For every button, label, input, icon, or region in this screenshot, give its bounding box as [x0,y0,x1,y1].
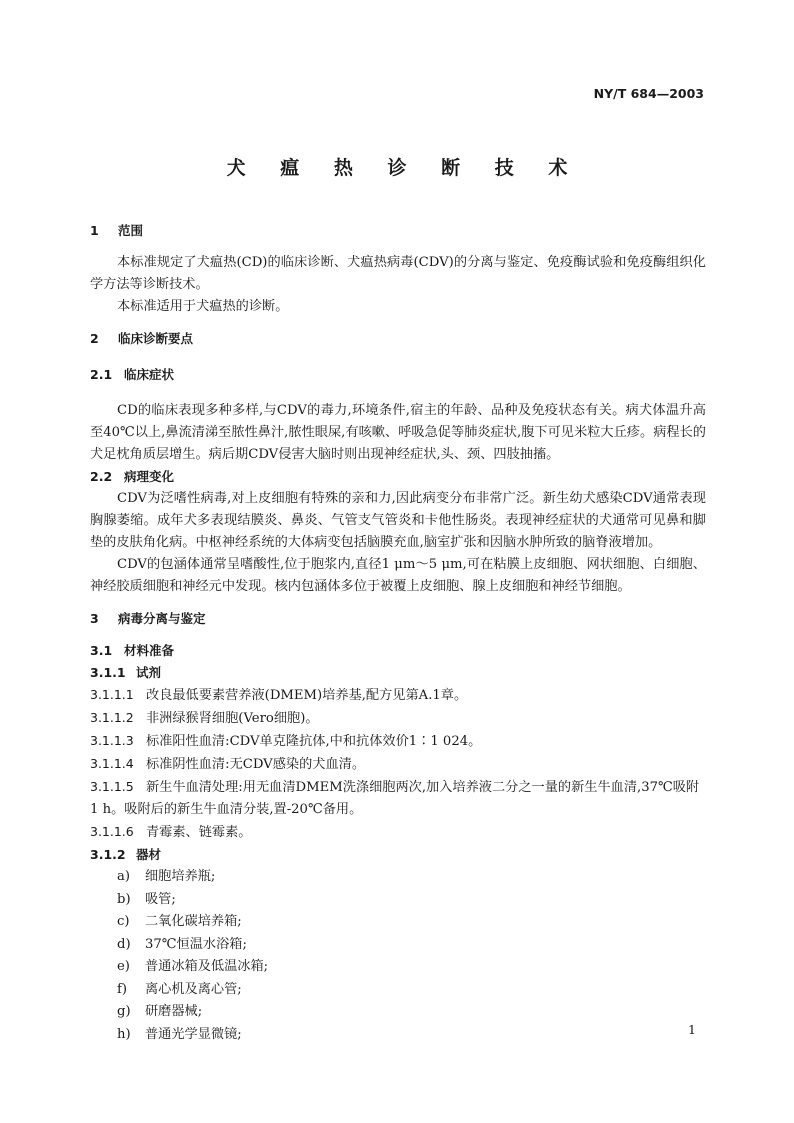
paragraph: 本标准规定了犬瘟热(CD)的临床诊断、犬瘟热病毒(CDV)的分离与鉴定、免疫酶试验和免疫酶组织化学方法等诊断技术。 [90,255,706,292]
list-marker: g) [117,1004,131,1019]
list-marker: b) [117,891,131,907]
section-heading [90,328,706,350]
clause [90,776,706,821]
section-number: 3 [90,611,99,626]
list-item [90,866,706,889]
subsubsection-number: 3.1.2 [90,847,126,862]
subsection-number: 2.1 [90,367,113,382]
standard-number: NY/T 684—2003 [593,86,704,101]
clause-number: 3.1.1.2 [90,710,134,725]
list-item [90,979,706,1002]
clause-text: 非洲绿猴肾细胞(Vero细胞)。 [146,711,319,726]
paragraph: CDV为泛嗜性病毒,对上皮细胞有特殊的亲和力,因此病变分布非常广泛。新生幼犬感染CDV通常表现胸腺萎缩。成年犬多表现结膜炎、鼻炎、气管支气管炎和卡他性肠炎。表现神经症状的犬通常可见鼻和脚垫的皮肤角化病。中枢神经系统的大体病变包括脑膜充血,脑室扩张和因脑水肿所致的脑脊液增加。 [90,491,706,550]
clause-text: 改良最低要素营养液(DMEM)培养基,配方见第A.1章。 [146,688,468,703]
list-item-text: 37℃恒温水浴箱; [145,936,247,952]
subsubsection-heading [90,844,706,866]
clause-number: 3.1.1.3 [90,733,134,748]
subsection-number: 3.1 [90,643,113,658]
list-item-text: 吸管; [145,891,176,907]
subsubsection-heading [90,662,706,684]
clause-number: 3.1.1.1 [90,687,134,702]
paragraph: CD的临床表现多种多样,与CDV的毒力,环境条件,宿主的年龄、品种及免疫状态有关。病犬体温升高至40℃以上,鼻流清涕至脓性鼻汁,脓性眼屎,有咳嗽、呼吸急促等肺炎症状,腹下可见米粒大丘疹。病程长的犬足枕角质层增生。病后期CDV侵害大脑时则出现神经症状,头、颈、四肢抽搐。 [90,403,706,462]
paragraph: 本标准适用于犬瘟热的诊断。 [117,299,289,314]
list-item [90,1001,706,1024]
section-heading [90,608,706,630]
clause-text: 标准阳性血清:CDV单克隆抗体,中和抗体效价1∶1 024。 [146,734,482,749]
list-marker: c) [117,914,130,929]
subsection-heading [90,640,706,662]
section-title: 病毒分离与鉴定 [118,611,206,626]
subsubsection-title: 试剂 [136,665,162,680]
subsection-title: 临床症状 [124,367,175,382]
subsection-heading [90,466,706,488]
list-marker: h) [117,1026,131,1042]
section-heading [90,220,706,242]
list-item-text: 离心机及离心管; [145,981,242,997]
clause [90,753,706,776]
section-number: 1 [90,223,99,238]
page-number: 1 [688,1022,696,1037]
section-title: 临床诊断要点 [118,331,194,346]
list-item [90,1024,706,1047]
clause [90,684,706,707]
clause-text: 新生牛血清处理:用无血清DMEM洗涤细胞两次,加入培养液二分之一量的新生牛血清,37℃吸附1 h。吸附后的新生牛血清分装,置-20℃备用。 [90,780,700,817]
list-item-text: 细胞培养瓶; [145,869,216,884]
clause-number: 3.1.1.4 [90,756,134,771]
list-item [90,956,706,979]
document-body [90,220,706,1046]
list-marker: e) [117,959,130,974]
subsubsection-number: 3.1.1 [90,665,126,680]
clause [90,707,706,730]
list-item-text: 普通冰箱及低温冰箱; [145,959,269,974]
subsubsection-title: 器材 [136,847,162,862]
clause-number: 3.1.1.5 [90,779,134,794]
list-item [90,889,706,912]
section-title: 范围 [118,223,144,238]
list-item-text: 普通光学显微镜; [145,1026,242,1042]
subsection-title: 病理变化 [124,469,175,484]
clause [90,730,706,753]
list-item [90,934,706,957]
list-item [90,911,706,934]
paragraph: CDV的包涵体通常呈嗜酸性,位于胞浆内,直径1 μm～5 μm,可在粘膜上皮细胞、网状细胞、白细胞、神经胶质细胞和神经元中发现。核内包涵体多位于被覆上皮细胞、腺上皮细胞和神经节细胞。 [90,557,706,594]
list-marker: a) [117,869,131,884]
subsection-heading [90,364,706,386]
clause-text: 标准阴性血清:无CDV感染的犬血清。 [146,757,366,772]
list-item-text: 二氧化碳培养箱; [145,914,242,929]
section-number: 2 [90,331,99,346]
subsection-number: 2.2 [90,469,113,484]
list-marker: d) [117,936,131,952]
subsection-title: 材料准备 [124,643,175,658]
document-title: 犬 瘟 热 诊 断 技 术 [226,157,582,179]
list-marker: f) [117,981,128,997]
clause [90,821,706,844]
clause-text: 青霉素、链霉素。 [146,825,252,840]
clause-number: 3.1.1.6 [90,824,134,839]
list-item-text: 研磨器械; [145,1004,203,1019]
